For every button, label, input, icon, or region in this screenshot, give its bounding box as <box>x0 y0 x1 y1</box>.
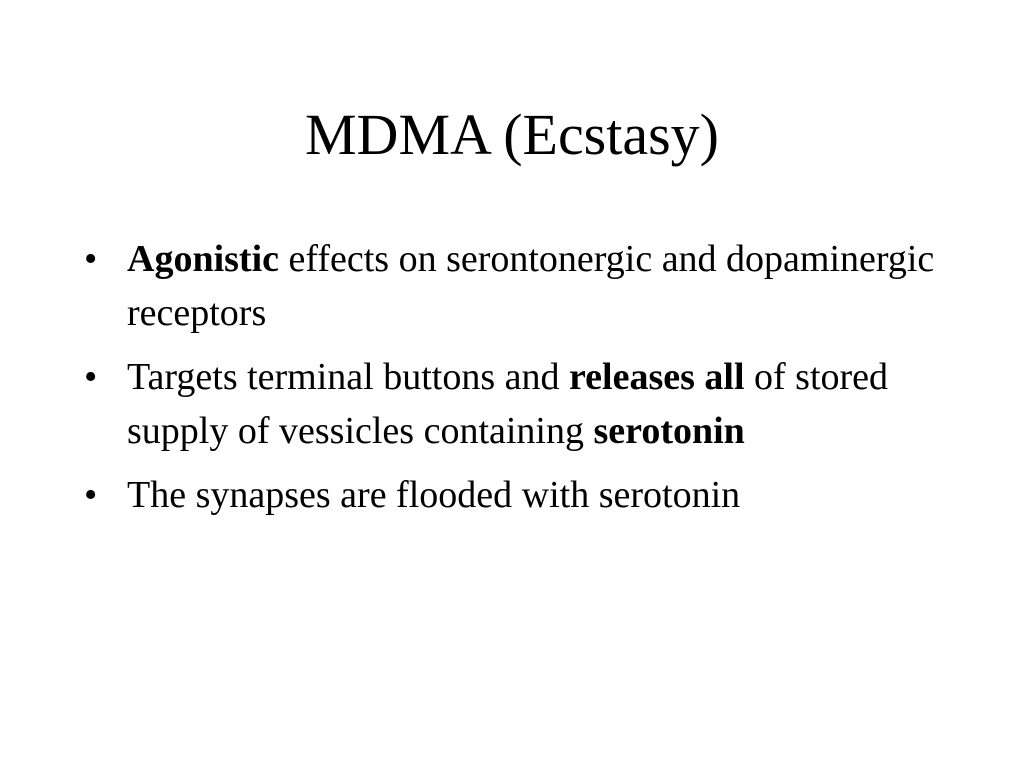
slide-title: MDMA (Ecstasy) <box>304 102 719 167</box>
bullet-item <box>84 468 944 522</box>
bullet-item <box>84 232 944 340</box>
bullet-item <box>84 350 944 458</box>
bullet-dot-icon: • <box>84 474 98 516</box>
bullet-list <box>84 232 944 532</box>
bullet-text: The synapses are flooded with serotonin <box>127 474 741 516</box>
bullet-text: of stored supply of vessicles containing <box>127 356 889 452</box>
bullet-text: Targets terminal buttons and <box>127 356 569 398</box>
bullet-text-bold: Agonistic <box>127 238 279 280</box>
bullet-text: effects on serontonergic and dopaminergic receptors <box>127 238 935 334</box>
bullet-text-bold: releases all <box>569 356 745 398</box>
bullet-text-bold: serotonin <box>593 410 745 452</box>
bullet-dot-icon: • <box>84 356 98 398</box>
bullet-dot-icon: • <box>84 238 98 280</box>
